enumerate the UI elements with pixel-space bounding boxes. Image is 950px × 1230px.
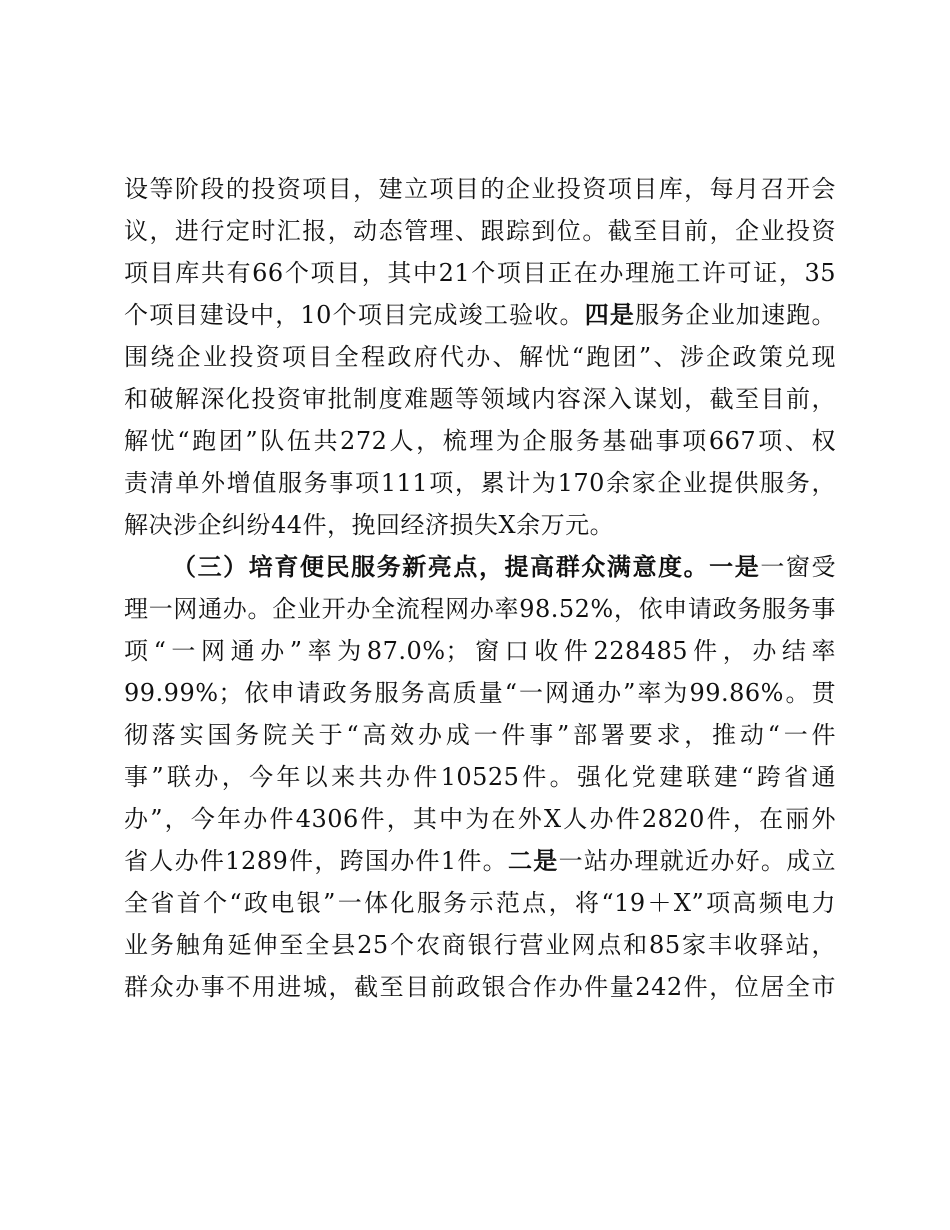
text-line	[124, 840, 836, 882]
text-run: 解决涉企纠纷44件，挽回经济损失X余万元。	[124, 511, 615, 539]
text-run: 群众办事不用进城，截至目前政银合作办件量242件，位居全市	[124, 973, 836, 1001]
text-line	[124, 504, 836, 546]
text-run: 99.99%；依申请政务服务高质量“一网通办”率为99.86%。贯	[124, 679, 836, 707]
text-run: 理一网通办。企业开办全流程网办率98.52%，依申请政务服务事	[124, 595, 836, 623]
text-run: 办”，今年办件4306件，其中为在外X人办件2820件，在丽外	[124, 805, 836, 833]
text-run: 个项目建设中，10个项目完成竣工验收。	[124, 301, 585, 329]
text-run: 省人办件1289件，跨国办件1件。	[124, 847, 508, 875]
text-run: 项目库共有66个项目，其中21个项目正在办理施工许可证，35	[124, 259, 836, 287]
text-line	[124, 630, 836, 672]
text-run: 围绕企业投资项目全程政府代办、解忧“跑团”、涉企政策兑现	[124, 343, 836, 371]
text-run: 和破解深化投资审批制度难题等领域内容深入谋划，截至目前，	[124, 385, 836, 413]
text-line	[124, 294, 836, 336]
text-line	[124, 672, 836, 714]
text-line	[124, 924, 836, 966]
text-line	[124, 210, 836, 252]
text-line	[124, 882, 836, 924]
text-run: 彻落实国务院关于“高效办成一件事”部署要求，推动“一件	[124, 721, 836, 749]
text-line	[124, 168, 836, 210]
bold-text-run: 二是	[507, 846, 559, 875]
text-line	[124, 252, 836, 294]
text-run: 事”联办，今年以来共办件10525件。强化党建联建“跨省通	[124, 763, 836, 791]
text-line	[124, 798, 836, 840]
text-line	[124, 546, 836, 588]
text-run: 设等阶段的投资项目，建立项目的企业投资项目库，每月召开会	[124, 175, 836, 203]
text-line	[124, 336, 836, 378]
text-run: 业务触角延伸至全县25个农商银行营业网点和85家丰收驿站，	[124, 931, 836, 959]
text-run: 议，进行定时汇报，动态管理、跟踪到位。截至目前，企业投资	[124, 217, 836, 245]
body-text	[124, 168, 836, 1008]
text-line	[124, 462, 836, 504]
text-line	[124, 966, 836, 1008]
text-run: 一站办理就近办好。成立	[558, 847, 837, 875]
text-line	[124, 420, 836, 462]
text-run: 责清单外增值服务事项111项，累计为170余家企业提供服务，	[124, 469, 836, 497]
text-line	[124, 756, 836, 798]
text-line	[124, 588, 836, 630]
text-line	[124, 378, 836, 420]
bold-text-run: （三）培育便民服务新亮点，提高群众满意度。一是	[172, 552, 761, 581]
bold-text-run: 四是	[584, 300, 636, 329]
text-run: 项“一网通办”率为87.0%；窗口收件228485件，办结率	[124, 637, 836, 665]
text-run: 全省首个“政电银”一体化服务示范点，将“19＋X”项高频电力	[124, 889, 836, 917]
text-run: 服务企业加速跑。	[635, 301, 837, 329]
text-run: 解忧“跑团”队伍共272人，梳理为企服务基础事项667项、权	[124, 427, 836, 455]
text-run: 一窗受	[760, 553, 837, 581]
text-line	[124, 714, 836, 756]
